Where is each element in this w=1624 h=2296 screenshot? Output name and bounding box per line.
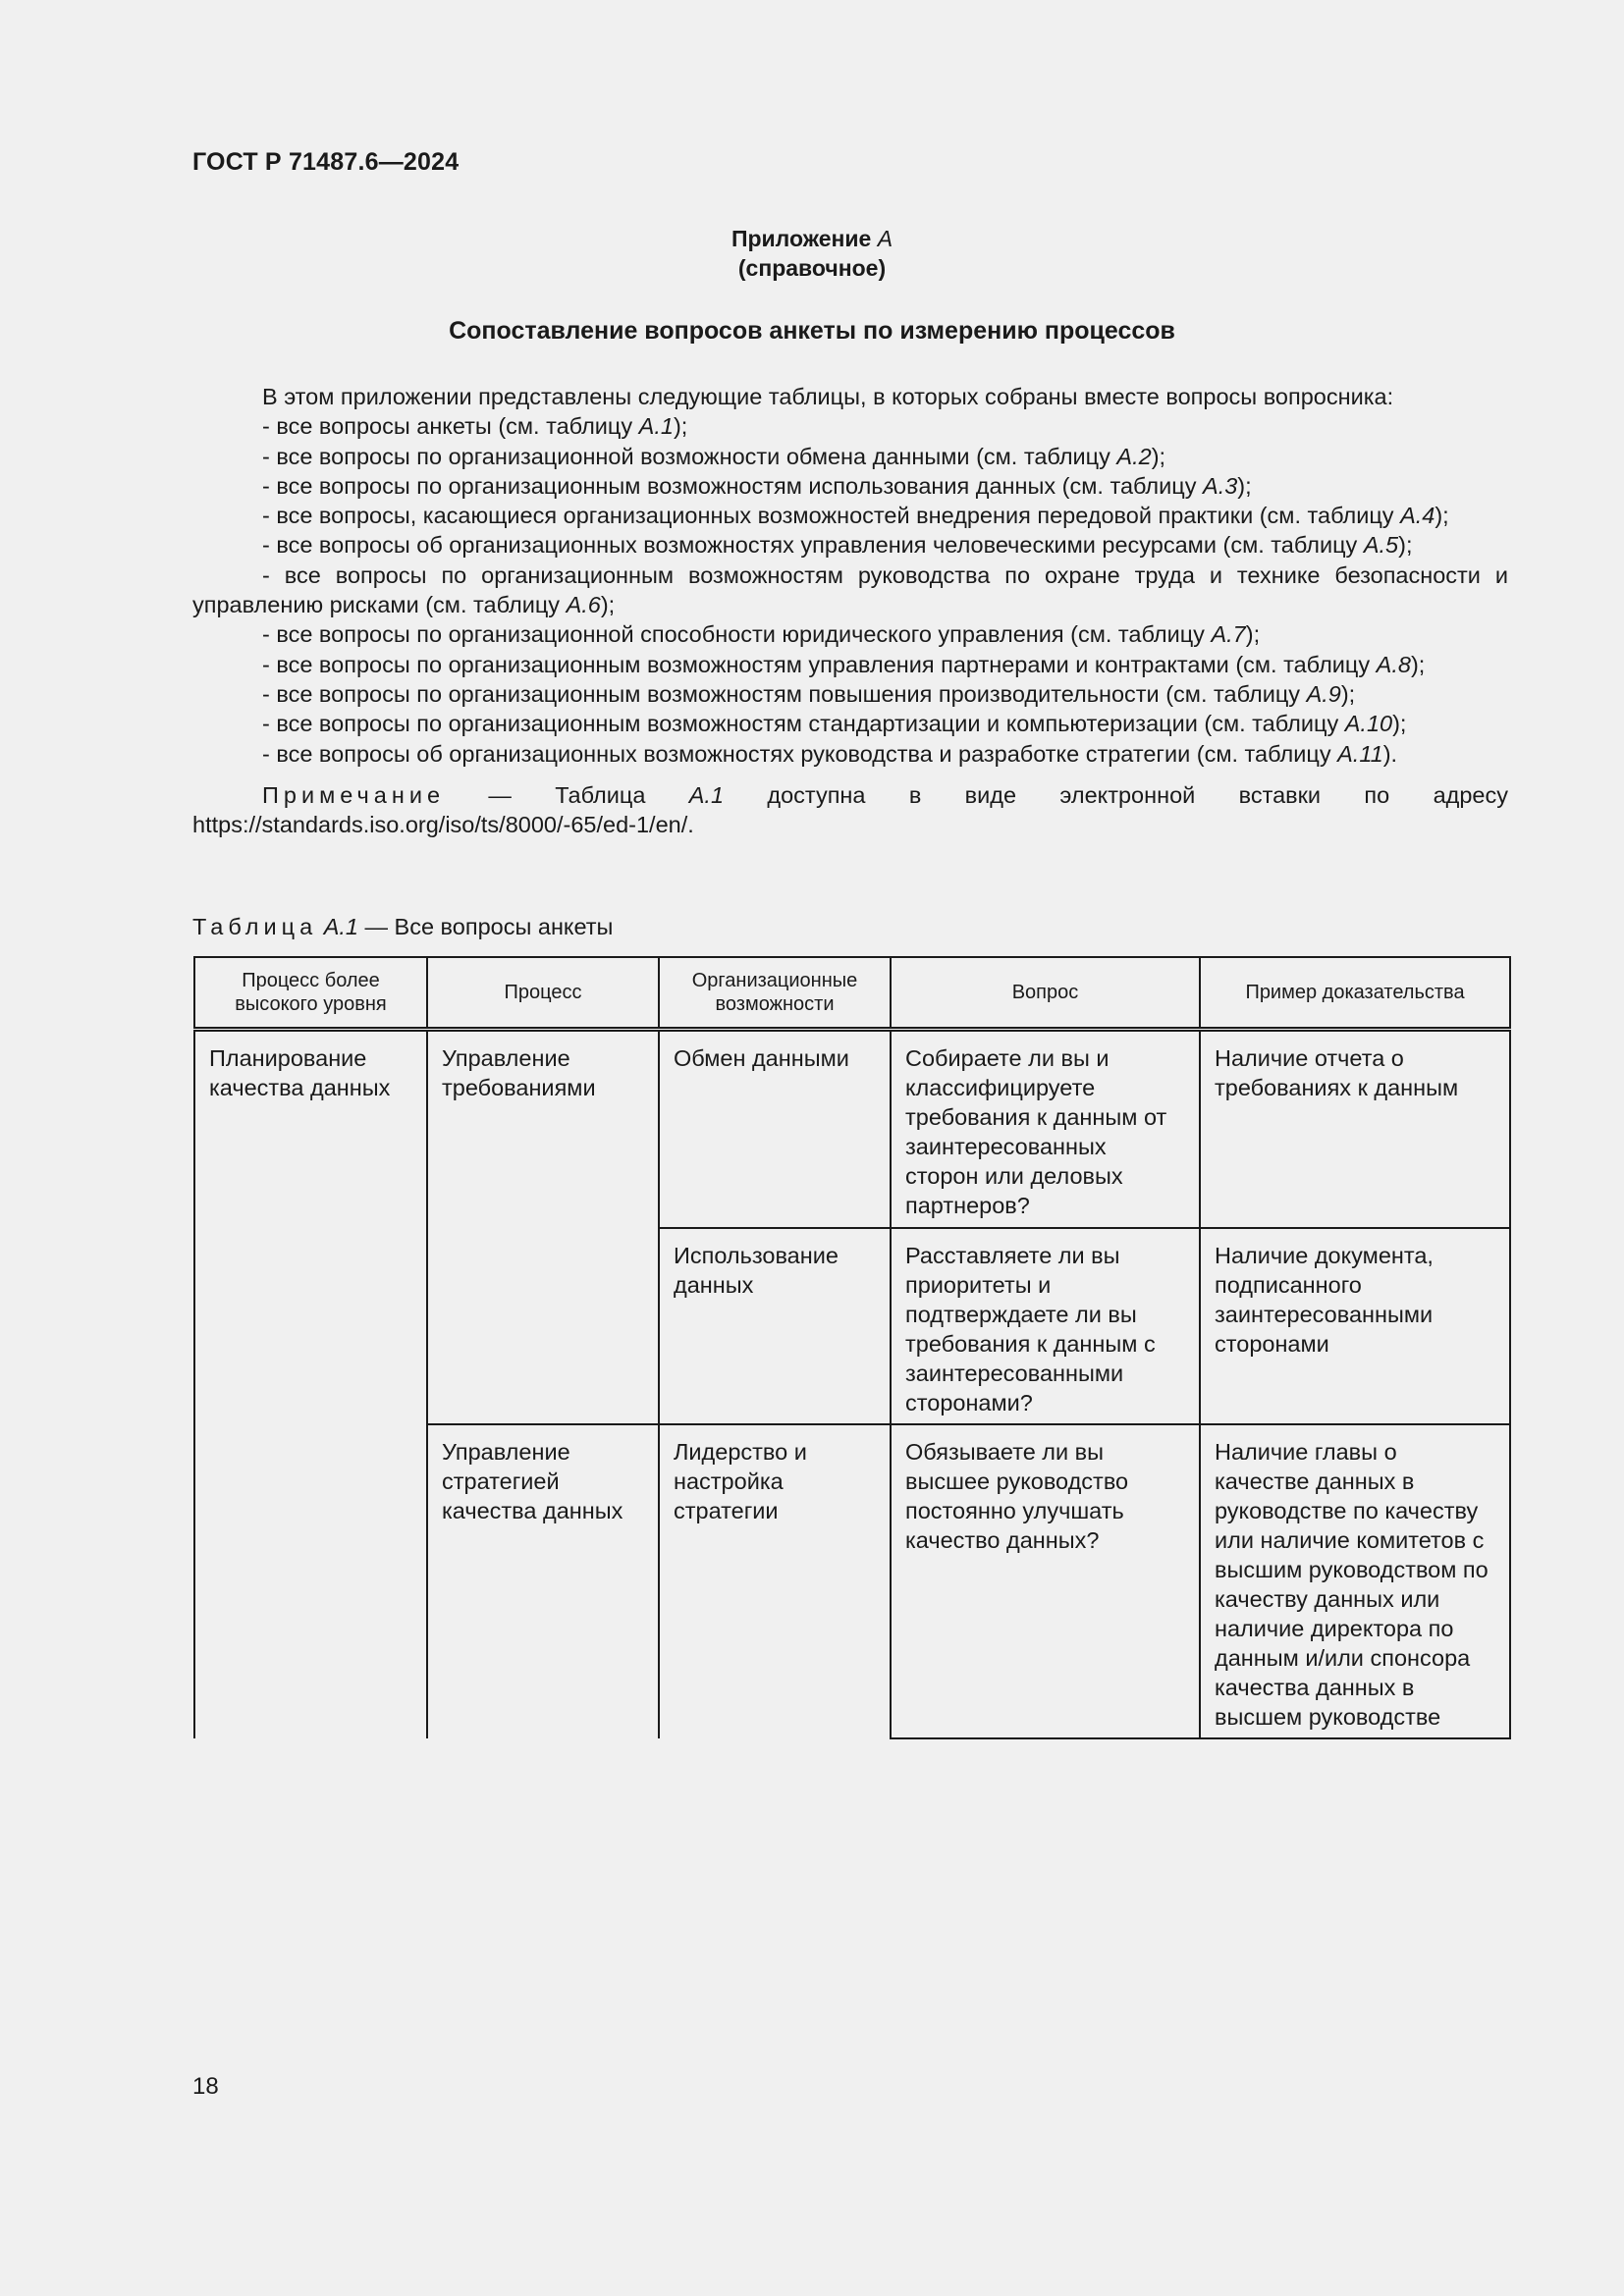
list-item-tail: ); [1151,443,1166,469]
list-item-tail: ). [1382,740,1398,767]
cell-evidence: Наличие документа, подписанного заинтересованными сторонами [1200,1228,1510,1424]
cell-higher-process: Планирование качества данных [194,1030,427,1738]
header-evidence: Пример доказательства [1200,957,1510,1030]
list-item-text: - все вопросы по организационной способности юридического управления (см. таблицу [262,621,1212,648]
list-item-text: - все вопросы об организационных возможностях руководства и разработке стратегии (см. таблицу [262,740,1338,767]
list-item-table-ref: А.3 [1203,472,1238,499]
list-item-table-ref: А.6 [566,592,601,618]
table-row [194,1030,1510,1228]
list-item-tail: ); [1237,472,1252,499]
list-item-tail: ); [1392,711,1407,737]
list-item-text: - все вопросы, касающиеся организационных возможностей внедрения передовой практики (см. таблицу [262,503,1401,529]
cell-evidence: Наличие отчета о требованиях к данным [1200,1030,1510,1228]
note-dash: — Таблица [445,781,689,808]
list-item [192,739,1508,769]
list-item-table-ref: А.5 [1363,532,1399,559]
standard-designation: ГОСТ Р 71487.6—2024 [192,148,460,176]
list-item-text: - все вопросы об организационных возможностях управления человеческими ресурсами (см. таблицу [262,532,1364,559]
table-list [192,411,1508,769]
annex-label-prefix: Приложение [731,226,878,251]
annex-heading [0,224,1624,283]
questions-table [193,956,1511,1739]
table-caption-label: Таблица [192,914,318,939]
list-item-text: - все вопросы по организационным возможностям управления партнерами и контрактами (см. таблицу [262,651,1377,677]
cell-capability: Обмен данными [659,1030,891,1228]
list-item-text: - все вопросы по организационным возможностям повышения производительности (см. таблицу [262,680,1307,707]
list-item [192,530,1508,560]
cell-capability: Использование данных [659,1228,891,1424]
list-item-tail: ); [1245,621,1261,648]
list-item-table-ref: А.9 [1306,680,1341,707]
annex-letter: А [877,226,893,251]
list-item-text: - все вопросы по организационным возможностям использования данных (см. таблицу [262,472,1204,499]
list-item-tail: ); [600,592,616,618]
page-number: 18 [192,2073,219,2100]
annex-kind: (справочное) [737,255,887,281]
list-item [192,679,1508,709]
table-caption-ref: А.1 [323,914,358,939]
list-item-text: - все вопросы по организационным возможностям руководства по охране труда и технике безопасности и управлению рисками (см. таблицу [192,561,1508,618]
list-item-tail: ); [1340,680,1356,707]
list-item-table-ref: А.7 [1211,621,1246,648]
cell-process: Управление требованиями [427,1030,659,1424]
note-label: Примечание [262,781,446,808]
list-item-table-ref: А.8 [1376,651,1411,677]
list-item [192,442,1508,471]
intro-paragraph: В этом приложении представлены следующие таблицы, в которых собраны вместе вопросы вопросника: [262,384,1394,409]
cell-evidence: Наличие главы о качестве данных в руководстве по качеству или наличие комитетов с высшим руководством по качеству данных или наличие директора по данным и/или спонсора качества данных в высшем руководстве [1200,1424,1510,1738]
list-item-table-ref: А.4 [1400,503,1435,529]
cell-question: Обязываете ли вы высшее руководство постоянно улучшать качество данных? [891,1424,1200,1738]
cell-capability: Лидерство и настройка стратегии [659,1424,891,1738]
list-item-tail: ); [1398,532,1413,559]
list-item-table-ref: А.11 [1337,740,1383,767]
list-item [192,561,1508,620]
header-higher-process: Процесс более высокого уровня [194,957,427,1030]
header-capability: Организационные возможности [659,957,891,1030]
note-text: доступна в виде электронной вставки по адресу https://standards.iso.org/iso/ts/8000/-65/ed-1/en/. [192,781,1508,838]
section-title: Сопоставление вопросов анкеты по измерению процессов [449,317,1175,345]
cell-question: Расставляете ли вы приоритеты и подтверждаете ли вы требования к данным с заинтересованными сторонами? [891,1228,1200,1424]
list-item-tail: ); [1435,503,1449,529]
table-caption [192,914,613,940]
list-item [192,650,1508,679]
list-item-text: - все вопросы по организационным возможностям стандартизации и компьютеризации (см. таблицу [262,711,1345,737]
list-item [192,619,1508,649]
cell-process: Управление стратегией качества данных [427,1424,659,1738]
cell-question: Собираете ли вы и классифицируете требования к данным от заинтересованных сторон или деловых партнеров? [891,1030,1200,1228]
list-item-table-ref: А.10 [1344,711,1393,737]
list-item [192,709,1508,738]
table-header-row [194,957,1510,1030]
body-text [192,382,1508,839]
header-process: Процесс [427,957,659,1030]
list-item [192,501,1508,530]
list-item [192,471,1508,501]
header-question: Вопрос [891,957,1200,1030]
table-caption-title: — Все вопросы анкеты [357,914,614,939]
list-item-text: - все вопросы по организационной возможности обмена данными (см. таблицу [262,443,1117,469]
list-item [192,411,1508,441]
note-ref: А.1 [688,781,725,808]
list-item-table-ref: А.1 [638,413,674,440]
list-item-tail: ); [673,413,688,440]
note-paragraph [192,780,1508,840]
list-item-text: - все вопросы анкеты (см. таблицу [262,413,639,440]
list-item-table-ref: А.2 [1116,443,1152,469]
list-item-tail: ); [1410,651,1426,677]
annex-label [0,224,1624,253]
